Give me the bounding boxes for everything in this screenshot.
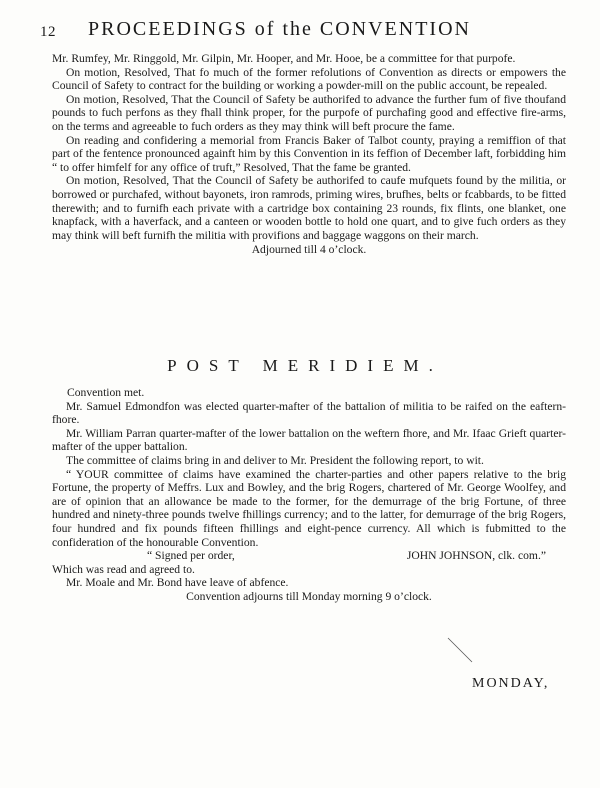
page-number: 12 [40,24,56,40]
section-title: POST MERIDIEM. [167,356,443,375]
signed-line [52,549,566,563]
morning-proceedings [52,52,566,257]
catchword: MONDAY, [472,676,550,691]
paragraph-militia-supplies: On motion, Resolved, That the Council of Safety be authorifed to caufe mufquets found by the militia, or borrowed or purchafed, without bayonets, iron ramrods, priming wires, brufhes, belts or fcabbards, to be fitted therewith; and to furnifh each private with a cartridge box containing 23 rounds, fix flints, one blanket, one knapfack, with a haverfack, and a canteen or wooden bottle to hold one quart, and to give fuch orders as they may think will beft furnifh the militia with provifions and baggage waggons on their march. [52,174,566,242]
leave-of-absence: Mr. Moale and Mr. Bond have leave of abfence. [66,576,289,590]
paragraph-committee: Mr. Rumfey, Mr. Ringgold, Mr. Gilpin, Mr. Hooper, and Mr. Hooe, be a committee for that purpofe. [52,52,516,65]
paragraph-memorial: On reading and confidering a memorial from Francis Baker of Talbot county, praying a remiffion of that part of the fentence pronounced againft him by this Convention in its feffion of December laft, forbidding him “ to offer himfelf for any office of truft,” Resolved, That the fame be granted. [52,133,566,174]
paragraph-fire-arms: On motion, Resolved, That the Council of Safety be authorifed to advance the further fum of five thoufand pounds to fuch perfons as they fhall think proper, for the purpofe of purchafing good and effective fire-arms, on the terms and agreeable to fuch orders as they may think will beft procure the fame. [52,92,566,133]
clerk-signature: JOHN JOHNSON, clk. com.” [406,549,546,563]
paragraph-edmondson: Mr. Samuel Edmondfon was elected quarter-mafter of the battalion of militia to be raifed on the eaftern-fhore. [52,399,566,427]
paragraph-committee-report: “ YOUR committee of claims have examined the charter-parties and other papers relative to the brig Fortune, the property of Meffrs. Lux and Bowley, and the brig Rogers, chartered of Mr. George Woolfey, and are of opinion that an allowance be made to the former, for the demurrage of the brig Fortune, of three hundred and ninety-three pounds twelve fhillings currency; and to the latter, for demurrage of the brig Rogers, four hundred and fix pounds fifteen fhillings and eight-pence currency. All which is fubmitted to the confideration of the honourable Convention. [52,467,566,549]
pen-stroke-mark [446,636,476,666]
paragraph-parran: Mr. William Parran quarter-mafter of the lower battalion on the weftern fhore, and Mr. Ifaac Grieft quarter-mafter of the upper battalion. [52,426,566,454]
signed-per-order: “ Signed per order, [147,549,235,563]
read-and-agreed: Which was read and agreed to. [52,562,195,576]
afternoon-proceedings [52,386,566,604]
paragraph-powder-mill: On motion, Resolved, That fo much of the former refolutions of Convention as directs or empowers the Council of Safety to contract for the building or working a powder-mill on the public account, be repealed. [52,65,566,93]
adjourned-line: Adjourned till 4 o’clock. [251,243,367,257]
running-head: PROCEEDINGS of the CONVENTION [88,18,471,40]
convention-met: Convention met. [67,386,145,399]
paragraph-claims-report: The committee of claims bring in and deliver to Mr. President the following report, to wit. [66,453,484,467]
adjourns-line: Convention adjourns till Monday morning 9 o’clock. [186,589,432,603]
